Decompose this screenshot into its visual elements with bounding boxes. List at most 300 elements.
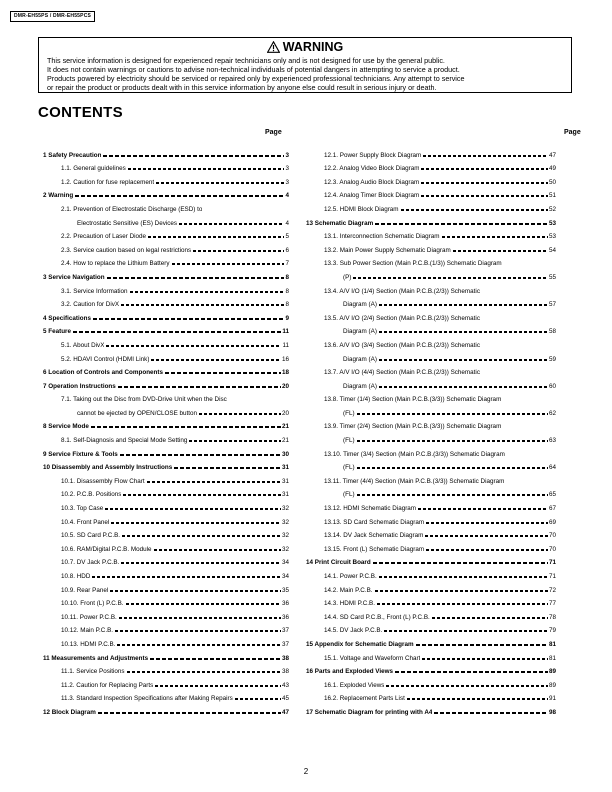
toc-entry[interactable] (306, 376, 556, 390)
toc-entry[interactable] (38, 349, 289, 363)
toc-entry[interactable] (306, 267, 556, 281)
toc-leader-dots (432, 617, 548, 619)
toc-leader-dots (156, 182, 284, 184)
toc-entry-title: 10.11. Power P.C.B. (61, 613, 117, 621)
toc-leader-dots (105, 508, 281, 510)
toc-leader-dots (357, 467, 548, 469)
toc-entry-page: 65 (548, 491, 556, 499)
toc-entry-page: 20 (281, 382, 289, 390)
toc-leader-dots (235, 698, 281, 700)
toc-entry[interactable] (306, 322, 556, 336)
toc-entry-title: 7.1. Taking out the Disc from DVD-Drive Unit when the Disc (61, 396, 227, 404)
toc-entry-page: 31 (281, 464, 289, 472)
toc-entry-title: 7 Operation Instructions (43, 382, 116, 390)
toc-entry-title: 3.2. Caution for DivX (61, 301, 120, 309)
toc-entry-page: 49 (548, 165, 556, 173)
toc-entry-page: 34 (281, 559, 289, 567)
toc-leader-dots (418, 508, 548, 510)
toc-entry[interactable] (38, 553, 289, 567)
toc-entry[interactable] (306, 444, 556, 458)
toc-entry-title: 1.1. General guidelines (61, 165, 126, 173)
warning-notice (38, 37, 572, 93)
toc-entry-title: 5.2. HDAVI Control (HDMI Link) (61, 355, 150, 363)
toc-leader-dots (373, 562, 548, 564)
toc-entry-title: 12.5. HDMI Block Diagram (324, 205, 399, 213)
toc-entry-page: 43 (281, 681, 289, 689)
toc-entry[interactable] (306, 335, 556, 349)
toc-leader-dots (401, 209, 548, 211)
toc-entry-page: 45 (281, 695, 289, 703)
toc-entry-page: 32 (281, 532, 289, 540)
toc-entry-title: 13.12. HDMI Schematic Diagram (324, 505, 417, 513)
toc-entry-title: 14.1. Power P.C.B. (324, 573, 377, 580)
toc-entry-page: 89 (548, 681, 556, 689)
toc-entry-page: 8 (285, 273, 289, 281)
page-number: 2 (303, 767, 309, 776)
toc-entry[interactable] (38, 322, 289, 336)
toc-entry-page: 36 (281, 600, 289, 608)
toc-entry[interactable] (306, 594, 556, 608)
toc-entry[interactable] (306, 172, 556, 186)
toc-entry-title: 6 Location of Controls and Components (43, 369, 163, 377)
toc-entry-title: 2.1. Prevention of Electrostatic Discharge (ESD) to (61, 205, 203, 213)
toc-leader-dots (189, 440, 281, 442)
toc-entry-title: (FL) (343, 409, 355, 417)
toc-leader-dots (379, 304, 548, 306)
toc-entry[interactable] (306, 580, 556, 594)
toc-leader-dots (442, 236, 548, 238)
toc-entry-title: 10.3. Top Case (61, 505, 104, 513)
toc-entry-title: 3.1. Service Information (61, 287, 128, 295)
toc-entry[interactable] (306, 621, 556, 635)
toc-entry[interactable] (38, 403, 289, 417)
toc-leader-dots (421, 182, 548, 184)
toc-entry-title: 5 Feature (43, 328, 71, 336)
toc-leader-dots (106, 345, 281, 347)
toc-entry-page: 8 (285, 301, 289, 309)
toc-leader-dots (75, 195, 284, 197)
toc-entry[interactable] (38, 512, 289, 526)
toc-entry[interactable] (306, 498, 556, 512)
toc-entry[interactable] (306, 607, 556, 621)
toc-entry[interactable] (38, 430, 289, 444)
toc-entry-page: 20 (281, 409, 289, 417)
toc-leader-dots (121, 562, 281, 564)
toc-entry-page: 6 (285, 246, 289, 254)
toc-leader-dots (199, 413, 281, 415)
toc-entry-title: 4 Specifications (43, 314, 91, 322)
toc-entry[interactable] (306, 634, 556, 648)
toc-entry-page: 59 (548, 355, 556, 363)
toc-entry-title: 1.2. Caution for fuse replacement (61, 178, 155, 186)
toc-entry-title: 2 Warning (43, 192, 74, 200)
toc-entry[interactable] (38, 689, 289, 703)
toc-entry-title: 3 Service Navigation (43, 273, 105, 281)
toc-leader-dots (148, 236, 284, 238)
toc-entry-page: 58 (548, 328, 556, 336)
toc-entry-page: 21 (281, 423, 289, 431)
toc-entry-page: 57 (548, 301, 556, 309)
toc-entry-page: 31 (281, 491, 289, 499)
toc-entry-title: (FL) (343, 464, 355, 472)
toc-leader-dots (155, 685, 281, 687)
toc-leader-dots (128, 168, 285, 170)
toc-entry[interactable] (38, 621, 289, 635)
toc-leader-dots (147, 481, 281, 483)
toc-leader-dots (426, 522, 548, 524)
toc-entry[interactable] (306, 539, 556, 553)
toc-leader-dots (357, 494, 548, 496)
toc-entry-title: 2.4. How to replace the Lithium Battery (61, 260, 170, 268)
toc-entry[interactable] (38, 526, 289, 540)
toc-entry-title: 11.2. Caution for Replacing Parts (61, 681, 154, 689)
toc-entry-title: 2.3. Service caution based on legal restrictions (61, 246, 192, 254)
toc-leader-dots (120, 454, 281, 456)
warning-triangle-icon (267, 41, 280, 57)
warning-line: or repair the product or products dealt with in this service information by anyone else could result in serious injury or death. (47, 83, 437, 92)
toc-entry[interactable] (306, 363, 556, 377)
toc-entry-title: 8 Service Mode (43, 423, 89, 431)
toc-entry-page: 7 (285, 260, 289, 268)
toc-entry[interactable] (38, 498, 289, 512)
toc-entry[interactable] (38, 376, 289, 390)
toc-entry-page: 38 (281, 668, 289, 676)
toc-entry-title: cannot be ejected by OPEN/CLOSE button (77, 409, 198, 417)
toc-entry-page: 79 (548, 627, 556, 635)
toc-leader-dots (174, 467, 281, 469)
toc-entry[interactable] (306, 675, 556, 689)
toc-entry[interactable] (38, 213, 289, 227)
toc-entry-title: 12.2. Analog Video Block Diagram (324, 165, 420, 173)
toc-entry[interactable] (38, 267, 289, 281)
toc-leader-dots (91, 426, 281, 428)
toc-entry-title: 11 Measurements and Adjustments (43, 654, 149, 662)
toc-entry-title: 14.2. Main P.C.B. (324, 586, 373, 594)
toc-entry[interactable] (306, 526, 556, 540)
toc-entry-title: 13.14. DV Jack Schematic Diagram (324, 532, 424, 540)
toc-entry-page: 34 (281, 573, 289, 580)
toc-entry[interactable] (306, 159, 556, 173)
toc-entry-title: 12.4. Analog Timer Block Diagram (324, 192, 420, 200)
toc-entry-title: Diagram (A) (343, 301, 377, 309)
toc-entry-title: 14.3. HDMI P.C.B. (324, 600, 375, 608)
toc-entry-page: 18 (281, 369, 289, 377)
toc-entry-title: 11.3. Standard Inspection Specifications after Making Repairs (61, 695, 233, 703)
toc-entry[interactable] (306, 199, 556, 213)
toc-entry[interactable] (38, 471, 289, 485)
warning-title-text: WARNING (282, 40, 344, 54)
toc-leader-dots (127, 671, 281, 673)
toc-leader-dots (379, 386, 548, 388)
toc-entry[interactable] (306, 702, 556, 716)
toc-leader-dots (123, 494, 281, 496)
toc-entry-title: 13.9. Timer (2/4) Section (Main P.C.B.(3/3)) Schematic Diagram (324, 423, 502, 431)
toc-leader-dots (434, 712, 548, 714)
toc-entry[interactable] (38, 227, 289, 241)
toc-entry-title: Diagram (A) (343, 355, 377, 363)
toc-entry[interactable] (306, 662, 556, 676)
toc-entry-page: 21 (281, 437, 289, 445)
toc-entry-page: 4 (285, 219, 289, 227)
toc-entry[interactable] (38, 675, 289, 689)
toc-leader-dots (425, 535, 548, 537)
toc-entry[interactable] (38, 254, 289, 268)
toc-entry-title: 10.6. RAM/Digital P.C.B. Module (61, 545, 152, 553)
toc-entry-title: 16 Parts and Exploded Views (306, 668, 394, 676)
toc-entry-page: 11 (282, 328, 289, 336)
toc-entry[interactable] (306, 145, 556, 159)
toc-entry[interactable] (38, 458, 289, 472)
warning-line: Products powered by electricity should be serviced or repaired only by experienced professional technicians. Any attempt to service (47, 74, 465, 83)
toc-entry-title: 10.4. Front Panel (61, 518, 110, 526)
toc-entry[interactable] (306, 308, 556, 322)
toc-entry-title: 10.9. Rear Panel (61, 586, 109, 594)
toc-entry-title: 10.10. Front (L) P.C.B. (61, 600, 124, 608)
toc-entry-title: 14.5. DV Jack P.C.B. (324, 627, 383, 635)
toc-leader-dots (421, 168, 548, 170)
toc-entry-page: 30 (281, 450, 289, 458)
toc-entry[interactable] (306, 689, 556, 703)
toc-entry-title: 12 Block Diagram (43, 708, 96, 716)
toc-leader-dots (193, 250, 284, 252)
toc-entry[interactable] (38, 363, 289, 377)
toc-entry-page: 50 (548, 178, 556, 186)
toc-entry-title: Diagram (A) (343, 382, 377, 390)
toc-entry-title: 10.8. HDD (61, 573, 91, 580)
toc-entry[interactable] (306, 281, 556, 295)
toc-entry-title: (FL) (343, 491, 355, 499)
toc-leader-dots (98, 712, 281, 714)
toc-entry[interactable] (38, 159, 289, 173)
toc-entry-page: 77 (548, 600, 556, 608)
toc-entry[interactable] (38, 485, 289, 499)
toc-entry[interactable] (38, 240, 289, 254)
toc-entry-page: 70 (548, 545, 556, 553)
toc-entry-page: 5 (285, 233, 289, 241)
toc-entry[interactable] (38, 444, 289, 458)
toc-leader-dots (395, 671, 548, 673)
toc-entry[interactable] (38, 566, 289, 580)
model-number-label: DMR-EH55PS / DMR-EH55PCS (10, 11, 95, 22)
warning-line: It does not contain warnings or cautions to advise non-technical individuals of potential dangers in attempting to service a product. (47, 65, 460, 74)
toc-entry[interactable] (306, 417, 556, 431)
toc-entry-page: 55 (548, 273, 556, 281)
toc-entry-title: 17 Schematic Diagram for printing with A4 (306, 708, 433, 716)
toc-leader-dots (379, 359, 548, 361)
toc-leader-dots (119, 617, 281, 619)
toc-entry-page: 3 (285, 151, 289, 159)
toc-entry-title: 15.1. Voltage and Waveform Chart (324, 654, 421, 662)
toc-entry-title: 10.1. Disassembly Flow Chart (61, 477, 145, 485)
toc-leader-dots (384, 630, 548, 632)
toc-entry-title: 13.8. Timer (1/4) Section (Main P.C.B.(3/3)) Schematic Diagram (324, 396, 502, 404)
toc-leader-dots (110, 590, 281, 592)
toc-leader-dots (386, 685, 548, 687)
toc-entry[interactable] (38, 186, 289, 200)
toc-entry-page: 47 (281, 708, 289, 716)
toc-leader-dots (93, 318, 285, 320)
toc-entry-page: 60 (548, 382, 556, 390)
toc-entry[interactable] (38, 702, 289, 716)
toc-entry[interactable] (38, 417, 289, 431)
toc-entry-title: 14.4. SD Card P.C.B., Front (L) P.C.B. (324, 613, 430, 621)
toc-entry-page: 63 (548, 437, 556, 445)
toc-leader-dots (407, 698, 548, 700)
toc-entry[interactable] (38, 580, 289, 594)
warning-heading (39, 40, 571, 55)
toc-entry-title: (FL) (343, 437, 355, 445)
toc-entry-page: 11 (282, 341, 289, 349)
toc-entry-page: 4 (285, 192, 289, 200)
toc-entry-page: 16 (281, 355, 289, 363)
toc-entry[interactable] (38, 594, 289, 608)
toc-entry-page: 47 (548, 151, 556, 159)
toc-entry-page: 62 (548, 409, 556, 417)
toc-entry-page: 9 (285, 314, 289, 322)
toc-entry[interactable] (306, 566, 556, 580)
toc-entry[interactable] (38, 308, 289, 322)
toc-entry-title: 13.1. Interconnection Schematic Diagram (324, 233, 440, 241)
toc-entry-page: 3 (285, 178, 289, 186)
toc-entry[interactable] (306, 349, 556, 363)
toc-entry[interactable] (38, 539, 289, 553)
toc-entry-title: 1 Safety Precaution (43, 151, 102, 159)
toc-leader-dots (126, 603, 281, 605)
toc-right-column (306, 145, 556, 716)
toc-entry[interactable] (38, 648, 289, 662)
toc-entry-page: 37 (281, 627, 289, 635)
toc-entry[interactable] (306, 553, 556, 567)
toc-entry[interactable] (38, 335, 289, 349)
toc-entry-title: 14 Print Circuit Board (306, 559, 371, 567)
toc-entry-title: 13.4. A/V I/O (1/4) Section (Main P.C.B.(2/3)) Schematic (324, 287, 480, 295)
toc-entry-title: 11.1. Service Positions (61, 668, 125, 676)
toc-entry-page: 51 (548, 192, 556, 200)
warning-line: This service information is designed for experienced repair technicians only and is not designed for use by the general public. (47, 56, 445, 65)
toc-left-column (38, 145, 289, 716)
toc-entry-page: 71 (548, 559, 556, 567)
toc-entry-title: 13.13. SD Card Schematic Diagram (324, 518, 425, 526)
toc-leader-dots (357, 413, 548, 415)
toc-entry-title: Electrostatic Sensitive (ES) Devices (77, 219, 178, 227)
toc-entry-page: 52 (548, 205, 556, 213)
toc-entry[interactable] (38, 199, 289, 213)
toc-entry[interactable] (306, 512, 556, 526)
toc-entry-page: 53 (548, 219, 556, 227)
toc-entry-page: 31 (281, 477, 289, 485)
toc-leader-dots (115, 630, 281, 632)
toc-entry[interactable] (38, 145, 289, 159)
toc-leader-dots (375, 223, 548, 225)
contents-heading: CONTENTS (38, 104, 123, 121)
toc-entry[interactable] (306, 227, 556, 241)
toc-entry[interactable] (38, 634, 289, 648)
toc-entry-page: 91 (548, 695, 556, 703)
toc-leader-dots (121, 304, 284, 306)
toc-entry-page: 78 (548, 613, 556, 621)
toc-entry-page: 32 (281, 518, 289, 526)
toc-entry[interactable] (306, 254, 556, 268)
toc-entry[interactable] (306, 186, 556, 200)
toc-entry[interactable] (38, 281, 289, 295)
toc-entry[interactable] (306, 403, 556, 417)
toc-entry[interactable] (38, 390, 289, 404)
toc-leader-dots (103, 155, 284, 157)
toc-entry-title: 10.2. P.C.B. Positions (61, 491, 122, 499)
toc-entry[interactable] (306, 648, 556, 662)
toc-leader-dots (423, 155, 548, 157)
toc-leader-dots (107, 277, 285, 279)
toc-leader-dots (92, 576, 281, 578)
toc-entry[interactable] (306, 458, 556, 472)
toc-entry-page: 38 (281, 654, 289, 662)
toc-entry-page: 35 (281, 586, 289, 594)
toc-leader-dots (422, 658, 548, 660)
toc-entry-page: 37 (281, 640, 289, 648)
toc-entry[interactable] (306, 295, 556, 309)
toc-entry-title: 5.1. About DivX (61, 341, 105, 349)
toc-leader-dots (165, 372, 281, 374)
toc-entry-title: 13.11. Timer (4/4) Section (Main P.C.B.(3/3)) Schematic Diagram (324, 477, 505, 485)
warning-body (39, 56, 571, 92)
toc-entry-page: 81 (548, 640, 556, 648)
toc-leader-dots (118, 386, 281, 388)
toc-entry[interactable] (306, 390, 556, 404)
toc-entry-title: 16.1. Exploded Views (324, 681, 385, 689)
toc-entry-title: 10.7. DV Jack P.C.B. (61, 559, 120, 567)
toc-entry[interactable] (38, 607, 289, 621)
toc-entry[interactable] (306, 430, 556, 444)
toc-leader-dots (179, 223, 284, 225)
toc-entry[interactable] (38, 662, 289, 676)
toc-entry[interactable] (306, 213, 556, 227)
toc-leader-dots (111, 522, 281, 524)
toc-leader-dots (357, 440, 548, 442)
toc-entry[interactable] (306, 240, 556, 254)
toc-entry-page: 32 (281, 545, 289, 553)
toc-entry-title: 13 Schematic Diagram (306, 219, 374, 227)
toc-leader-dots (151, 359, 281, 361)
toc-entry-title: 16.2. Replacement Parts List (324, 695, 405, 703)
toc-entry-title: 13.5. A/V I/O (2/4) Section (Main P.C.B.(2/3)) Schematic (324, 314, 480, 322)
toc-entry-page: 69 (548, 518, 556, 526)
toc-entry[interactable] (306, 471, 556, 485)
toc-leader-dots (117, 644, 281, 646)
toc-entry-title: 10.5. SD Card P.C.B. (61, 532, 121, 540)
toc-leader-dots (122, 535, 281, 537)
toc-entry-title: (P) (343, 273, 352, 281)
page-column-label-right: Page (564, 129, 581, 136)
toc-leader-dots (379, 331, 548, 333)
toc-entry-title: 10 Disassembly and Assembly Instructions (43, 464, 173, 472)
toc-leader-dots (426, 549, 548, 551)
toc-entry[interactable] (306, 485, 556, 499)
toc-entry-page: 98 (548, 708, 556, 716)
toc-entry-page: 89 (548, 668, 556, 676)
toc-leader-dots (377, 603, 548, 605)
toc-leader-dots (375, 590, 548, 592)
toc-entry-title: 13.10. Timer (3/4) Section (Main P.C.B.(3/3)) Schematic Diagram (324, 450, 505, 458)
toc-entry-title: 9 Service Fixture & Tools (43, 450, 118, 458)
toc-entry[interactable] (38, 295, 289, 309)
toc-entry-title: 13.3. Sub Power Section (Main P.C.B.(1/3)) Schematic Diagram (324, 260, 502, 268)
toc-leader-dots (73, 331, 281, 333)
toc-entry-page: 36 (281, 613, 289, 621)
toc-leader-dots (453, 250, 548, 252)
toc-entry[interactable] (38, 172, 289, 186)
toc-entry-page: 32 (281, 505, 289, 513)
toc-entry-title: 13.2. Main Power Supply Schematic Diagram (324, 246, 451, 254)
